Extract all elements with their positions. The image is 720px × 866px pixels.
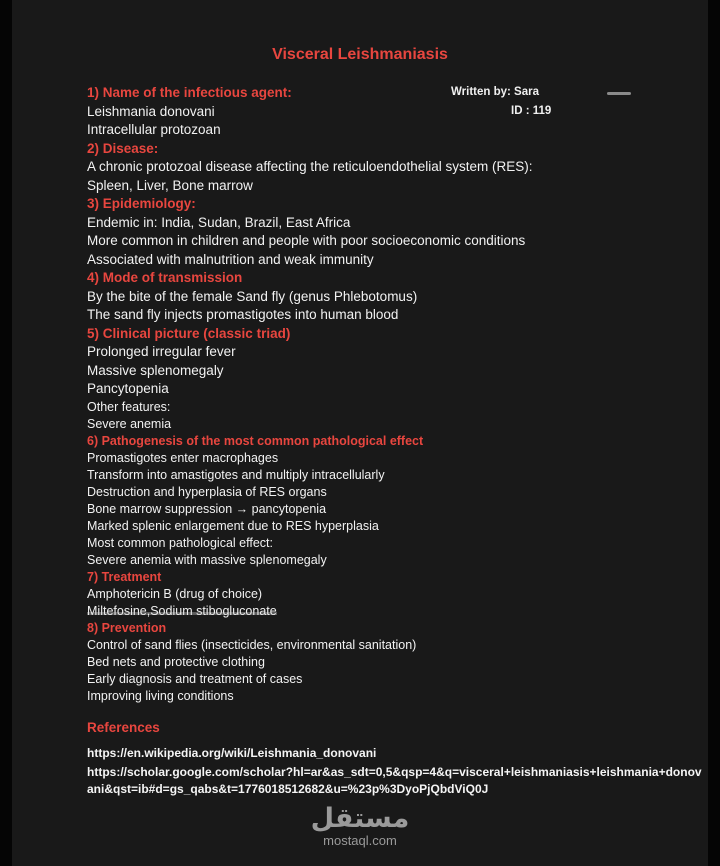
body-line: By the bite of the female Sand fly (genus Phlebotomus) <box>87 288 418 304</box>
section-epidemiology <box>87 195 687 269</box>
section-heading: 7) Treatment <box>87 569 162 584</box>
body-line: Other features: <box>87 399 171 414</box>
watermark-logo: مستقل <box>310 803 410 834</box>
author-line: Written by: Sara <box>451 86 539 98</box>
body-line: Severe anemia with massive splenomegaly <box>87 552 327 567</box>
section-heading: 2) Disease: <box>87 140 159 156</box>
body-line: Pancytopenia <box>87 381 169 396</box>
section-treatment <box>87 569 687 620</box>
section-heading: 5) Clinical picture (classic triad) <box>87 325 291 341</box>
watermark-url: mostaql.com <box>323 833 397 848</box>
body-line: Endemic in: India, Sudan, Brazil, East Africa <box>87 214 351 230</box>
body-line: More common in children and people with poor socioeconomic conditions <box>87 233 526 248</box>
body-line: Severe anemia <box>87 416 172 431</box>
reference-link[interactable]: https://en.wikipedia.org/wiki/Leishmania_donovani <box>87 746 377 760</box>
body-line: Bed nets and protective clothing <box>87 654 265 669</box>
section-heading: 8) Prevention <box>87 620 167 635</box>
section-heading: 6) Pathogenesis of the most common pathological effect <box>87 433 424 448</box>
section-heading: 4) Mode of transmission <box>87 270 243 285</box>
reference-link[interactable]: https://scholar.google.com/scholar?hl=ar&as_sdt=0,5&qsp=4&q=visceral+leishmaniasis+leishmania+donovani&qst=ib#d=gs_qabs&t=1776018512682&u=%23p%3DyoPjQbdViQ0J <box>87 765 702 796</box>
body-line: Early diagnosis and treatment of cases <box>87 671 303 686</box>
section-disease <box>87 140 687 196</box>
body-line: Leishmania donovani <box>87 103 215 119</box>
section-infectious-agent <box>87 84 687 140</box>
body-line: Spleen, Liver, Bone marrow <box>87 177 253 193</box>
body-line: Prolonged irregular fever <box>87 344 236 359</box>
body-line: Associated with malnutrition and weak immunity <box>87 251 374 267</box>
section-pathogenesis <box>87 433 687 569</box>
body-line: Promastigotes enter macrophages <box>87 450 279 465</box>
body-line: Amphotericin B (drug of choice) <box>87 586 263 601</box>
body-line: Transform into amastigotes and multiply intracellularly <box>87 467 385 482</box>
body-line: Control of sand flies (insecticides, environmental sanitation) <box>87 637 417 652</box>
section-prevention <box>87 620 687 705</box>
struck-text: Miltefosine,Sodium stibogluconate <box>87 603 277 618</box>
body-line: Bone marrow suppression → pancytopenia <box>87 501 327 516</box>
student-id: ID : 119 <box>511 105 552 117</box>
references-heading: References <box>87 720 160 735</box>
body-line: The sand fly injects promastigotes into human blood <box>87 307 399 322</box>
body-line: Marked splenic enlargement due to RES hyperplasia <box>87 518 379 533</box>
section-clinical-picture <box>87 325 687 399</box>
body-line: Intracellular protozoan <box>87 122 221 137</box>
body-line: A chronic protozoal disease affecting the reticuloendothelial system (RES): <box>87 159 533 174</box>
body-line: Massive splenomegaly <box>87 362 224 378</box>
section-transmission <box>87 269 687 325</box>
document-body <box>87 84 687 705</box>
section-clinical-other <box>87 399 687 433</box>
body-line: Most common pathological effect: <box>87 535 273 550</box>
document-title: Visceral Leishmaniasis <box>272 46 448 63</box>
body-line: Improving living conditions <box>87 688 234 703</box>
section-heading: 3) Epidemiology: <box>87 196 196 211</box>
body-line-struck <box>87 603 687 620</box>
watermark <box>0 804 720 848</box>
references-section <box>87 720 707 798</box>
section-heading: 1) Name of the infectious agent: <box>87 85 292 100</box>
body-line: Destruction and hyperplasia of RES organs <box>87 484 327 499</box>
